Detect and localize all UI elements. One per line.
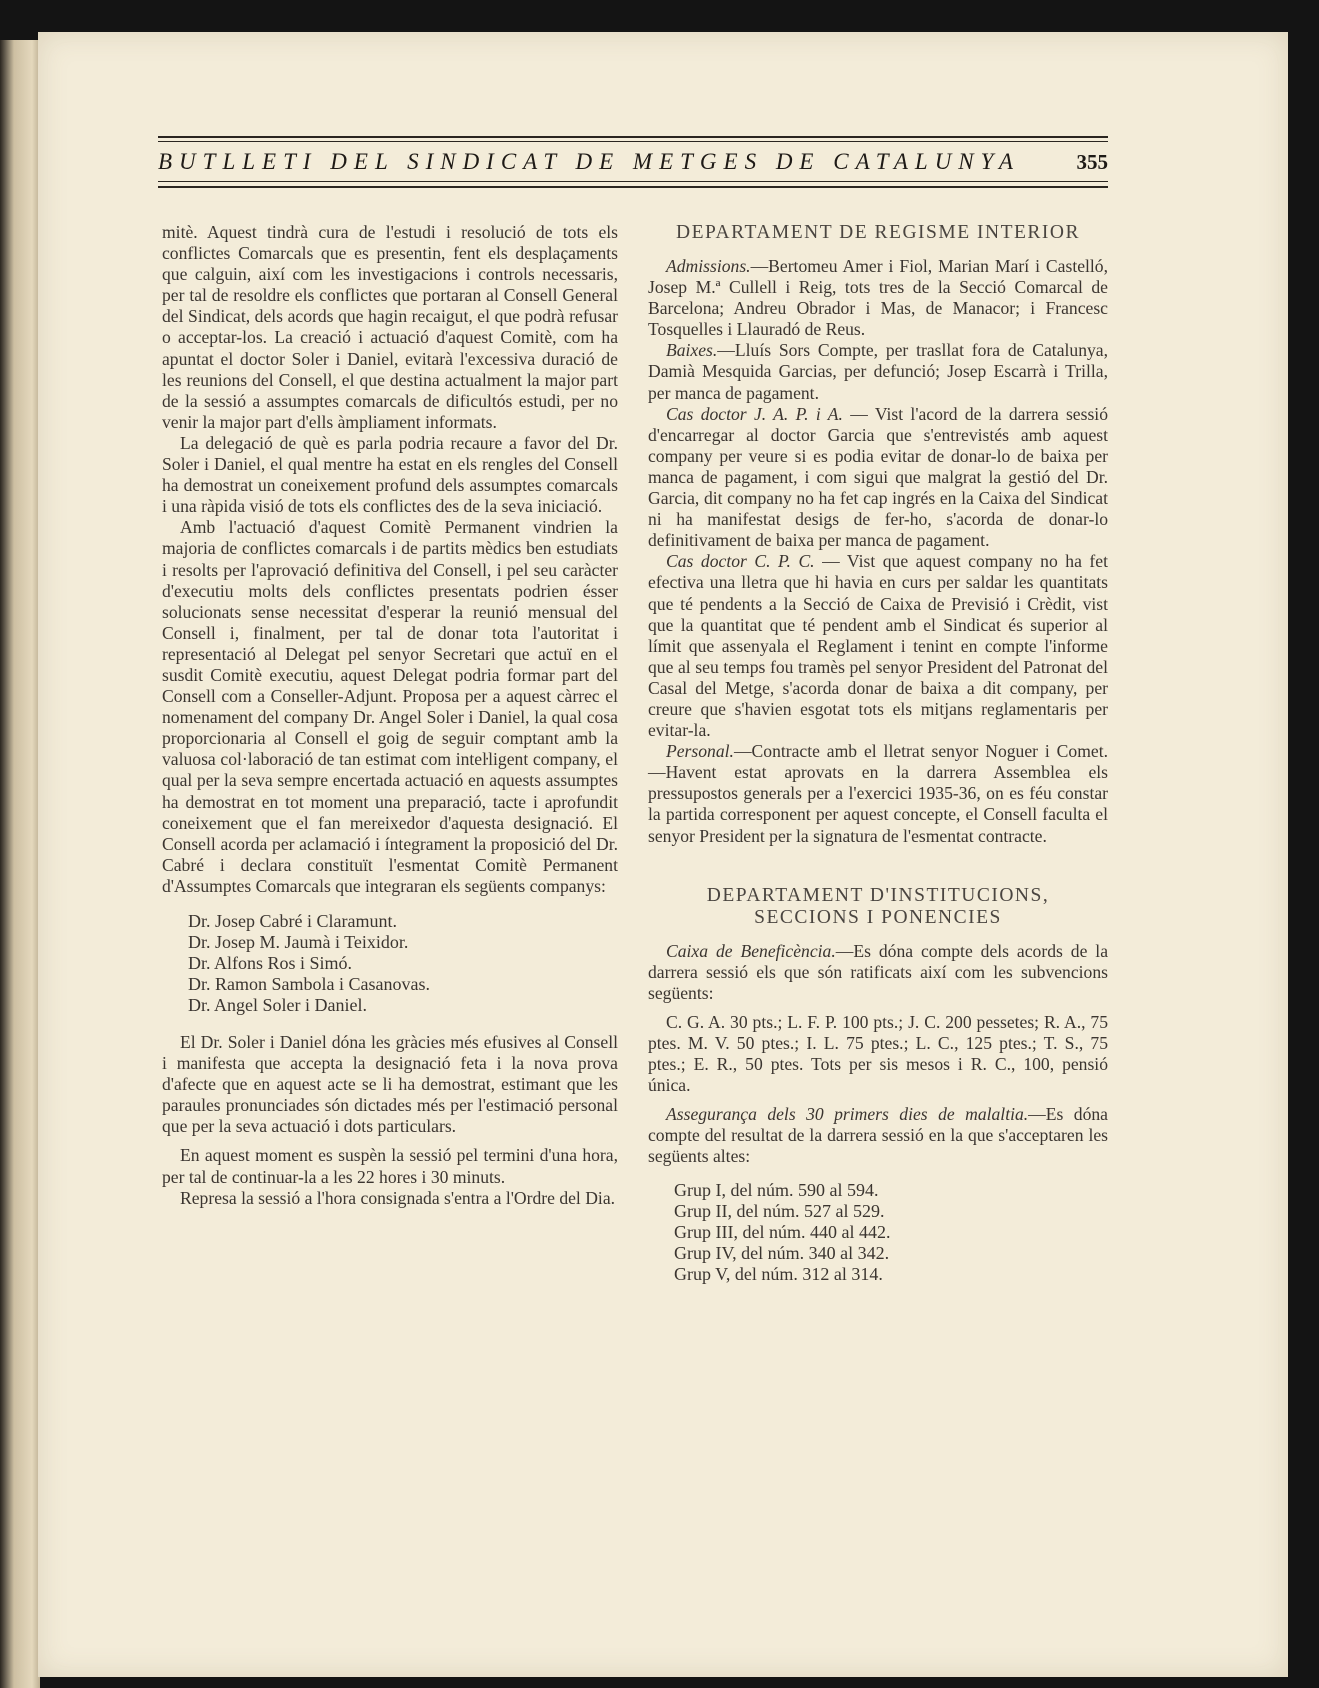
list-item: Grup V, del núm. 312 al 314. — [674, 1263, 883, 1284]
paragraph: mitè. Aquest tindrà cura de l'estudi i resolució de tots els conflictes Comarcals que es presentin, fent els desplaçaments que calguin, així com les investigacions i controls necessaris, per tal de resoldre els conflictes que portaran al Consell General del Sindicat, dels acords que hagin recaigut, el que podrà refusar o acceptar-los. La creació i actuació d'aquest Comitè, com ha apuntat el doctor Soler i Daniel, evitarà l'excessiva duració de les reunions del Consell, el que destina actualment la major part de la sessió a assumptes comarcals de dificultós estudi, per no venir la major part d'ells àmpliament informats. — [162, 222, 618, 432]
committee-members-list — [162, 911, 618, 1016]
section-heading-line: SECCIONS I PONENCIES — [754, 906, 1002, 928]
section-heading-line: DEPARTAMENT D'INSTITUCIONS, — [706, 884, 1050, 906]
paragraph: La delegació de què es parla podria recaure a favor del Dr. Soler i Daniel, el qual mentre ha estat en els rengles del Consell ha demostrat un coneixement profund dels assumptes comarcals i una ràpida visió de tots els conflictes des de la seva iniciació. — [162, 432, 618, 517]
list-item: Grup IV, del núm. 340 al 342. — [674, 1242, 890, 1263]
header-rule-bottom — [158, 186, 1108, 188]
header-row — [158, 149, 1108, 175]
paragraph-text: — Vist que aquest company no ha fet efectiva una lletra que hi havia en curs per saldar les quantitats que té pendents a la Secció de Caixa de Previsió i Crèdit, vist que la quantitat que té pendent amb el Sindicat és superior al límit que assenyala el Reglament i tenint en compte l'informe que al seu temps fou tramès pel senyor President del Patronat del Casal del Metge, s'acorda donar de baixa a dit company, per creure que s'havien esgotat tots els mitjans reglamentaris per evitar-la. — [648, 551, 1108, 741]
paragraph — [648, 1104, 1108, 1167]
paragraph: Represa la sessió a l'hora consignada s'entra a l'Ordre del Dia. — [180, 1187, 616, 1208]
run-in-heading: Cas doctor C. P. C. — [666, 551, 815, 572]
paragraph — [648, 340, 1108, 403]
running-header — [158, 136, 1108, 188]
adjacent-page-edge — [0, 40, 40, 1688]
right-column — [648, 222, 1108, 1285]
run-in-heading: Baixes. — [666, 340, 718, 361]
paragraph-text: —Lluís Sors Compte, per trasllat fora de Catalunya, Damià Mesquida Garcias, per defunció; Josep Escarrà i Trilla, per manca de pagament. — [648, 340, 1108, 403]
header-rule-top-thin — [158, 141, 1108, 142]
paragraph: En aquest moment es suspèn la sessió pel termini d'una hora, per tal de continuar-la a les 22 hores i 30 minuts. — [162, 1145, 618, 1187]
list-item: Dr. Josep M. Jaumà i Teixidor. — [188, 932, 409, 952]
section-heading: DEPARTAMENT DE REGISME INTERIOR — [676, 222, 1080, 243]
list-item: Grup I, del núm. 590 al 594. — [674, 1179, 879, 1200]
paragraph — [648, 551, 1108, 741]
list-item: Grup II, del núm. 527 al 529. — [674, 1200, 885, 1221]
list-item: Grup III, del núm. 440 al 442. — [674, 1221, 891, 1242]
page-number: 355 — [1076, 149, 1108, 174]
section-heading — [648, 885, 1108, 929]
left-column — [162, 222, 618, 1209]
groups-list — [674, 1180, 1108, 1285]
list-item: Dr. Ramon Sambola i Casanovas. — [188, 974, 430, 994]
run-in-heading: Caixa de Beneficència. — [666, 940, 836, 961]
run-in-heading: Personal. — [666, 741, 734, 762]
paragraph — [648, 941, 1108, 1004]
list-item: Dr. Alfons Ros i Simó. — [188, 953, 353, 973]
run-in-heading: Assegurança dels 30 primers dies de malaltia. — [666, 1104, 1029, 1125]
paragraph-text: —Contracte amb el lletrat senyor Noguer i Comet.—Havent estat aprovats en la darrera Assemblea els pressupostos generals per a l'exercici 1935-36, on es féu constar la partida corresponent per aquest concepte, el Consell faculta el senyor President per la signatura de l'esmentat contracte. — [648, 741, 1108, 846]
paragraph: Amb l'actuació d'aquest Comitè Permanent vindrien la majoria de conflictes comarcals i de partits mèdics ben estudiats i resolts per l'aprovació definitiva del Consell, i pel seu caràcter d'executiu molts dels conflictes presentats podrien ésser solucionats sense necessitat d'esperar la reunió mensual del Consell i, finalment, per tal de donar tota l'autoritat i representació al Delegat pel senyor Secretari que actuï en el susdit Comitè executiu, aquest Delegat podria formar part del Consell com a Conseller-Adjunt. Proposa per a aquest càrrec el nomenament del company Dr. Angel Soler i Daniel, la qual cosa proporcionaria al Consell el goig de seguir comptant amb la valuosa col·laboració de tan estimat com inteŀligent company, el qual per la seva sempre encertada actuació en aquests assumptes ha demostrat en tot moment una preparació, tacte i aprofundit coneixement que el fan mereixedor d'aquesta designació. El Consell acorda per aclamació i íntegrament la proposició del Dr. Cabré i declara constituït l'esmentat Comitè Permanent d'Assumptes Comarcals que integraran els següents companys: — [162, 517, 618, 896]
list-item: Dr. Angel Soler i Daniel. — [188, 995, 367, 1015]
paragraph-text: —Bertomeu Amer i Fiol, Marian Marí i Castelló, Josep M.ª Cullell i Reig, tots tres de la Secció Comarcal de Barcelona; Andreu Obrador i Mas, de Manacor; i Francesc Tosquelles i Llauradó de Reus. — [648, 256, 1108, 340]
paragraph: El Dr. Soler i Daniel dóna les gràcies més efusives al Consell i manifesta que accepta la designació feta i la nova prova d'afecte que en aquest acte se li ha demostrat, estimant que les paraules pronunciades són dictades més per l'estimació personal que per la seva actuació i dots particulars. — [162, 1032, 618, 1137]
list-item: Dr. Josep Cabré i Claramunt. — [188, 911, 397, 931]
paragraph-text: — Vist l'acord de la darrera sessió d'encarregar al doctor Garcia que s'entrevistés amb aquest company per veure si es podia evitar de donar-lo de baixa per manca de pagament, i com sigui que malgrat la gestió del Dr. Garcia, dit company no ha fet cap ingrés en la Caixa del Sindicat ni ha manifestat desigs de fer-ho, s'acorda de donar-lo definitivament de baixa per manca de pagament. — [648, 403, 1108, 551]
paragraph-text: —Es dóna compte dels acords de la darrera sessió els que són ratificats així com les subvencions següents: — [648, 940, 1108, 1003]
run-in-heading: Admissions. — [666, 256, 751, 276]
journal-title: BUTLLETI DEL SINDICAT DE METGES DE CATALUNYA — [158, 149, 1020, 174]
paragraph — [648, 256, 1108, 340]
header-rule-top — [158, 136, 1108, 138]
header-rule-bottom-thin — [158, 181, 1108, 182]
run-in-heading: Cas doctor J. A. P. i A. — [666, 403, 843, 424]
subsidies-paragraph: C. G. A. 30 pts.; L. F. P. 100 pts.; J. C. 200 pessetes; R. A., 75 ptes. M. V. 50 ptes.; I. L. 75 ptes.; L. C., 125 ptes.; T. S., 75 ptes.; E. R., 50 ptes. Tots per sis mesos i R. C., 100, pensió única. — [648, 1011, 1108, 1096]
paragraph — [648, 741, 1108, 846]
paragraph-text: —Es dóna compte del resultat de la darrera sessió en la que s'acceptaren les següents altes: — [648, 1104, 1108, 1167]
paragraph — [648, 404, 1108, 552]
